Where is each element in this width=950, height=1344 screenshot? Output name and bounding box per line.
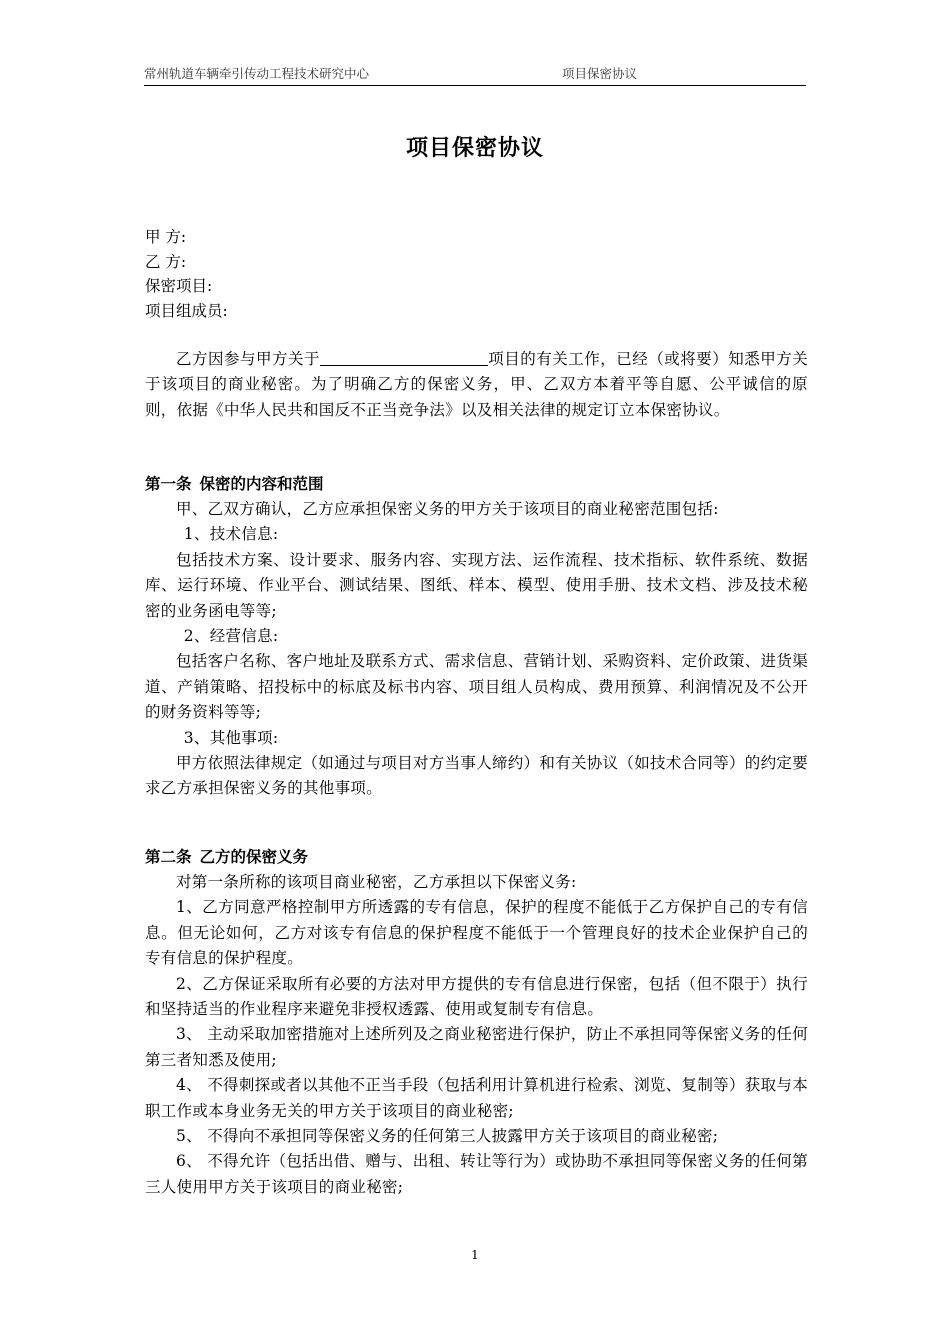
article2-intro: 对第一条所称的该项目商业秘密，乙方承担以下保密义务: (176, 873, 577, 891)
article2-number: 第二条 (145, 848, 192, 866)
header-document-name: 项目保密协议 (562, 66, 638, 81)
article2-item: 6、 不得允许（包括出借、赠与、出租、转让等行为）或协助不承担同等保密义务的任何第三人使用甲方关于该项目的商业秘密; (145, 1152, 808, 1196)
article1-other-title: 3、其他事项: (183, 728, 279, 747)
article2-item: 2、乙方保证采取所有必要的方法对甲方提供的专有信息进行保密，包括（但不限于）执行和坚持适当的作业程序来避免非授权透露、使用或复制专有信息。 (145, 974, 808, 1019)
intro-text-before: 乙方因参与甲方关于 (176, 350, 320, 368)
article1-business-body: 包括客户名称、客户地址及联系方式、需求信息、营销计划、采购资料、定价政策、进货渠道、产销策略、招投标中的标底及标书内容、项目组人员构成、费用预算、利润情况及不公开的财务资料等等; (145, 652, 809, 722)
intro-text-after: 项目的有关工作，已经（或将要）知悉甲方关于该项目的商业秘密。为了明确乙方的保密义务，甲、乙双方本着平等自愿、公平诚信的原则，依据《中华人民共和国反不正当竞争法》以及相关法律的规定订立本保密协议。 (145, 350, 808, 419)
article1-intro: 甲、乙双方确认，乙方应承担保密义务的甲方关于该项目的商业秘密范围包括: (176, 500, 719, 518)
parties-block (145, 225, 228, 323)
party-b-label: 乙 方: (145, 252, 187, 271)
page-header (144, 62, 806, 86)
article2-item: 3、 主动采取加密措施对上述所列及之商业秘密进行保护，防止不承担同等保密义务的任何第三者知悉及使用; (145, 1025, 808, 1069)
article1-number: 第一条 (145, 475, 192, 493)
article1-business-title: 2、经营信息: (183, 627, 279, 646)
intro-paragraph (145, 347, 808, 423)
article2-item: 5、 不得向不承担同等保密义务的任何第三人披露甲方关于该项目的商业秘密; (176, 1127, 719, 1146)
project-label: 保密项目: (145, 277, 213, 295)
intro-section (145, 347, 808, 423)
article2-section (145, 870, 808, 1200)
article2-item: 4、 不得刺探或者以其他不正当手段（包括利用计算机进行检索、浏览、复制等）获取与本职工作或本身业务无关的甲方关于该项目的商业秘密; (145, 1076, 808, 1120)
article2-item: 1、乙方同意严格控制甲方所透露的专有信息，保护的程度不能低于乙方保护自己的专有信息。但无论如何，乙方对该专有信息的保护程度不能低于一个管理良好的技术企业保护自己的专有信息的保护程度。 (145, 898, 808, 968)
article1-heading (145, 472, 332, 497)
document-title: 项目保密协议 (405, 136, 544, 161)
header-organization: 常州轨道车辆牵引传动工程技术研究中心 (144, 66, 370, 81)
party-a-label: 甲 方: (145, 228, 187, 246)
article1-tech-body: 包括技术方案、设计要求、服务内容、实现方法、运作流程、技术指标、软件系统、数据库、运行环境、作业平台、测试结果、图纸、样本、模型、使用手册、技术文档、涉及技术秘密的业务函电等等; (145, 550, 808, 620)
page-number: 1 (471, 1248, 479, 1262)
article1-section (145, 497, 808, 802)
project-name-blank (320, 349, 488, 366)
members-label: 项目组成员: (145, 301, 228, 320)
article1-title: 保密的内容和范围 (199, 475, 324, 493)
article2-title: 乙方的保密义务 (199, 848, 309, 866)
article1-tech-title: 1、技术信息: (183, 525, 279, 544)
article2-heading (145, 845, 316, 870)
article1-other-body: 甲方依照法律规定（如通过与项目对方当事人缔约）和有关协议（如技术合同等）的约定要求乙方承担保密义务的其他事项。 (145, 754, 809, 798)
